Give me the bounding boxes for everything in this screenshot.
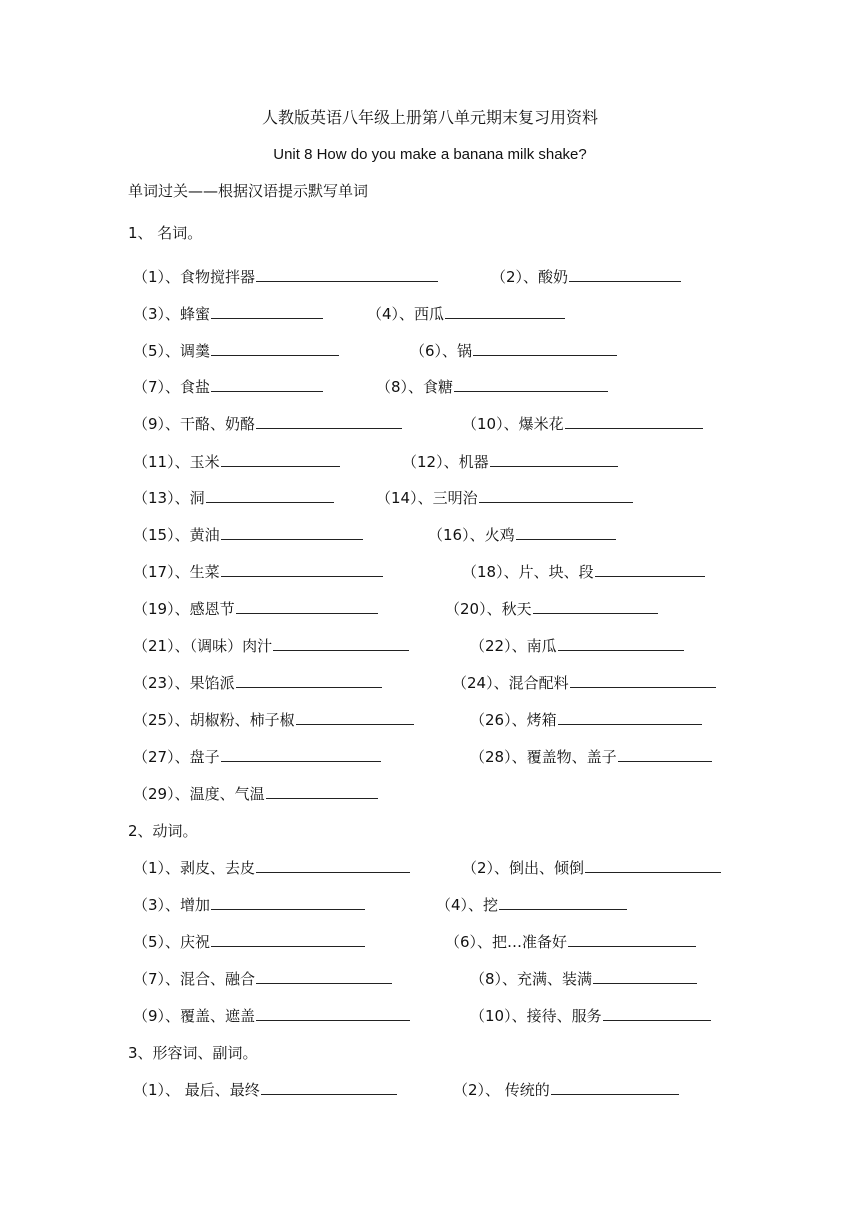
noun-item: （12）、机器 [402, 451, 618, 472]
verb-item: （5）、庆祝 [133, 931, 365, 952]
answer-blank[interactable] [266, 783, 378, 799]
answer-blank[interactable] [569, 266, 681, 282]
answer-blank[interactable] [256, 1005, 410, 1021]
verb-item: （1）、剥皮、去皮 [133, 857, 410, 878]
answer-blank[interactable] [593, 968, 697, 984]
noun-item: （25）、胡椒粉、柿子椒 [133, 709, 414, 730]
noun-item: （27）、盘子 [133, 746, 381, 767]
adjective-item: （2）、 传统的 [453, 1079, 679, 1100]
noun-item: （29）、温度、气温 [133, 783, 378, 804]
answer-blank[interactable] [236, 672, 382, 688]
section-heading-adjectives: 3、形容词、副词。 [128, 1044, 258, 1062]
noun-item: （18）、片、块、段 [462, 561, 705, 582]
answer-blank[interactable] [551, 1079, 679, 1095]
noun-item: （19）、感恩节 [133, 598, 378, 619]
verb-item: （7）、混合、融合 [133, 968, 392, 989]
noun-item: （20）、秋天 [445, 598, 658, 619]
noun-item: （26）、烤箱 [470, 709, 702, 730]
answer-blank[interactable] [273, 635, 409, 651]
answer-blank[interactable] [256, 968, 392, 984]
answer-blank[interactable] [473, 340, 617, 356]
noun-item: （2）、酸奶 [491, 266, 681, 287]
answer-blank[interactable] [296, 709, 414, 725]
noun-item: （23）、果馅派 [133, 672, 382, 693]
noun-item: （3）、蜂蜜 [133, 303, 323, 324]
noun-item: （24）、混合配料 [452, 672, 716, 693]
answer-blank[interactable] [211, 303, 323, 319]
answer-blank[interactable] [211, 340, 339, 356]
noun-item: （17）、生菜 [133, 561, 383, 582]
noun-item: （6）、锅 [410, 340, 617, 361]
noun-item: （15）、黄油 [133, 524, 363, 545]
answer-blank[interactable] [565, 413, 703, 429]
answer-blank[interactable] [558, 635, 684, 651]
noun-item: （16）、火鸡 [428, 524, 616, 545]
answer-blank[interactable] [585, 857, 721, 873]
noun-item: （9）、干酪、奶酪 [133, 413, 402, 434]
answer-blank[interactable] [618, 746, 712, 762]
answer-blank[interactable] [256, 266, 438, 282]
noun-item: （4）、西瓜 [367, 303, 565, 324]
verb-item: （8）、充满、装满 [470, 968, 697, 989]
noun-item: （8）、食糖 [376, 376, 608, 397]
noun-item: （13）、洞 [133, 487, 334, 508]
answer-blank[interactable] [533, 598, 658, 614]
answer-blank[interactable] [211, 931, 365, 947]
verb-item: （4）、挖 [436, 894, 627, 915]
noun-item: （14）、三明治 [376, 487, 633, 508]
verb-item: （10）、接待、服务 [470, 1005, 711, 1026]
answer-blank[interactable] [221, 561, 383, 577]
verb-item: （6）、把…准备好 [445, 931, 696, 952]
answer-blank[interactable] [221, 524, 363, 540]
unit-subtitle: Unit 8 How do you make a banana milk shake? [273, 146, 587, 163]
instruction-text: 单词过关——根据汉语提示默写单词 [128, 182, 369, 200]
noun-item: （7）、食盐 [133, 376, 323, 397]
noun-item: （11）、玉米 [133, 451, 340, 472]
verb-item: （2）、倒出、倾倒 [462, 857, 721, 878]
answer-blank[interactable] [568, 931, 696, 947]
noun-item: （21）、（调味）肉汁 [133, 635, 409, 656]
answer-blank[interactable] [570, 672, 716, 688]
answer-blank[interactable] [558, 709, 702, 725]
answer-blank[interactable] [206, 487, 334, 503]
document-title: 人教版英语八年级上册第八单元期末复习用资料 [261, 108, 598, 127]
verb-item: （9）、覆盖、遮盖 [133, 1005, 410, 1026]
answer-blank[interactable] [256, 857, 410, 873]
answer-blank[interactable] [490, 451, 618, 467]
answer-blank[interactable] [516, 524, 616, 540]
answer-blank[interactable] [445, 303, 565, 319]
answer-blank[interactable] [211, 894, 365, 910]
answer-blank[interactable] [499, 894, 627, 910]
answer-blank[interactable] [211, 376, 323, 392]
answer-blank[interactable] [221, 451, 340, 467]
answer-blank[interactable] [479, 487, 633, 503]
answer-blank[interactable] [595, 561, 705, 577]
section-heading-verbs: 2、动词。 [128, 822, 198, 840]
noun-item: （22）、南瓜 [470, 635, 684, 656]
noun-item: （28）、覆盖物、盖子 [470, 746, 712, 767]
noun-item: （10）、爆米花 [462, 413, 703, 434]
answer-blank[interactable] [603, 1005, 711, 1021]
answer-blank[interactable] [256, 413, 402, 429]
noun-item: （5）、调羹 [133, 340, 339, 361]
verb-item: （3）、增加 [133, 894, 365, 915]
answer-blank[interactable] [454, 376, 608, 392]
section-heading-nouns: 1、 名词。 [128, 224, 203, 242]
adjective-item: （1）、 最后、最终 [133, 1079, 397, 1100]
answer-blank[interactable] [261, 1079, 397, 1095]
answer-blank[interactable] [221, 746, 381, 762]
answer-blank[interactable] [236, 598, 378, 614]
noun-item: （1）、食物搅拌器 [133, 266, 438, 287]
